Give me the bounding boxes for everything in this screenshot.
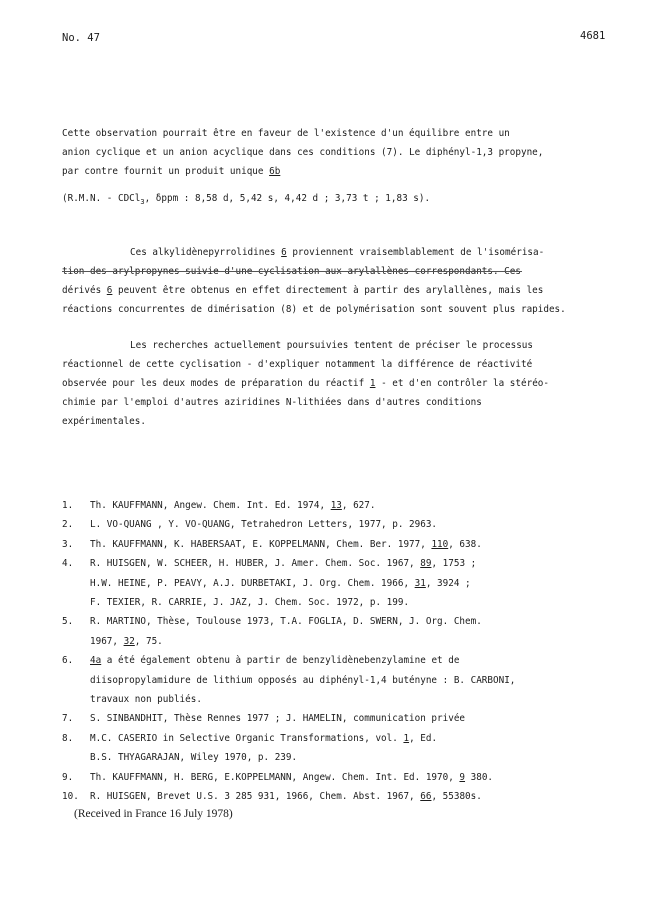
text-line: observée pour les deux modes de préparation du réactif 1 - et d'en contrôler la stéréo- [62,378,549,389]
text-line: chimie par l'emploi d'autres aziridines N-lithiées dans d'autres conditions [62,397,482,408]
volume-number: 66 [420,791,432,802]
reference-text-line: Th. KAUFFMANN, Angew. Chem. Int. Ed. 1974, 13, 627. [90,500,376,511]
text-line [62,266,521,278]
received-date: (Received in France 16 July 1978) [74,808,233,820]
reference-number: 8. [62,732,74,744]
compound-ref: 6b [269,166,281,177]
reference-text-line: travaux non publiés. [90,694,202,705]
text-line: réactions concurrentes de dimérisation (8) et de polymérisation sont souvent plus rapides. [62,304,566,315]
reference-text-line: L. VO-QUANG , Y. VO-QUANG, Tetrahedron Letters, 1977, p. 2963. [90,519,438,531]
volume-number: 32 [123,635,135,647]
reference-text-line: R. HUISGEN, W. SCHEER, H. HUBER, J. Amer. Chem. Soc. 1967, 89, 1753 ; [90,558,477,570]
compound-ref: 6 [106,285,113,296]
reference-number: 4. [62,558,74,570]
compound-ref: 1 [369,378,376,389]
text-line: Ces alkylidènepyrrolidines 6 proviennent vraisemblablement de l'isomérisa- [130,247,545,258]
volume-number: 1 [403,732,410,744]
reference-text-line: Th. KAUFFMANN, H. BERG, E.KOPPELMANN, Angew. Chem. Int. Ed. 1970, 9 380. [90,771,494,783]
volume-number: 9 [459,771,466,783]
reference-text-line: diisopropylamidure de lithium opposés au diphényl-1,4 butényne : B. CARBONI, [90,674,516,686]
text-line: par contre fournit un produit unique 6b [62,166,281,177]
reference-text-line: 1967, 32, 75. [90,635,163,647]
text-line: Les recherches actuellement poursuivies tentent de préciser le processus [130,340,533,351]
reference-text-line: Th. KAUFFMANN, K. HABERSAAT, E. KOPPELMANN, Chem. Ber. 1977, 110, 638. [90,538,482,550]
reference-number: 2. [62,519,74,531]
text-line: réactionnel de cette cyclisation - d'expliquer notamment la différence de réactivité [62,359,533,370]
reference-number: 1. [62,500,74,511]
compound-ref: 6 [281,247,287,258]
page-number: 4681 [580,30,606,42]
volume-number: 110 [431,538,449,550]
text-line: expérimentales. [62,416,146,427]
strikethrough-mark [62,271,522,272]
reference-number: 5. [62,616,74,628]
reference-number: 7. [62,713,74,725]
nmr-data-line: (R.M.N. - CDCl$_3$, δppm : 8,58 d, 5,42 s, 4,42 d ; 3,73 t ; 1,83 s). [62,193,431,206]
reference-text-line: 4a a été également obtenu à partir de benzylidènebenzylamine et de [90,655,460,667]
reference-text-line: R. MARTINO, Thèse, Toulouse 1973, T.A. FOGLIA, D. SWERN, J. Org. Chem. [90,616,482,628]
reference-text-line: B.S. THYAGARAJAN, Wiley 1970, p. 239. [90,752,298,764]
reference-text-line: S. SINBANDHIT, Thèse Rennes 1977 ; J. HAMELIN, communication privée [90,713,466,725]
reference-text-line: F. TEXIER, R. CARRIE, J. JAZ, J. Chem. Soc. 1972, p. 199. [90,597,410,608]
volume-number: 4a [90,655,102,667]
volume-number: 13 [330,500,342,511]
reference-text-line: R. HUISGEN, Brevet U.S. 3 285 931, 1966, Chem. Abst. 1967, 66, 55380s. [90,791,482,802]
text-line: dérivés 6 peuvent être obtenus en effet directement à partir des arylallènes, mais les [62,285,544,296]
text-line: Cette observation pourrait être en faveur de l'existence d'un équilibre entre un [62,128,510,139]
volume-number: 31 [414,577,426,589]
reference-number: 10. [62,791,79,802]
reference-text-line: M.C. CASERIO in Selective Organic Transformations, vol. 1, Ed. [90,732,438,744]
volume-number: 89 [420,558,432,570]
reference-number: 3. [62,538,74,550]
text-line: anion cyclique et un anion acyclique dans ces conditions (7). Le diphényl-1,3 propyne, [62,147,544,158]
reference-number: 6. [62,655,74,667]
journal-issue-number: No. 47 [62,32,100,44]
reference-number: 9. [62,771,74,783]
reference-text-line: H.W. HEINE, P. PEAVY, A.J. DURBETAKI, J. Org. Chem. 1966, 31, 3924 ; [90,577,471,589]
